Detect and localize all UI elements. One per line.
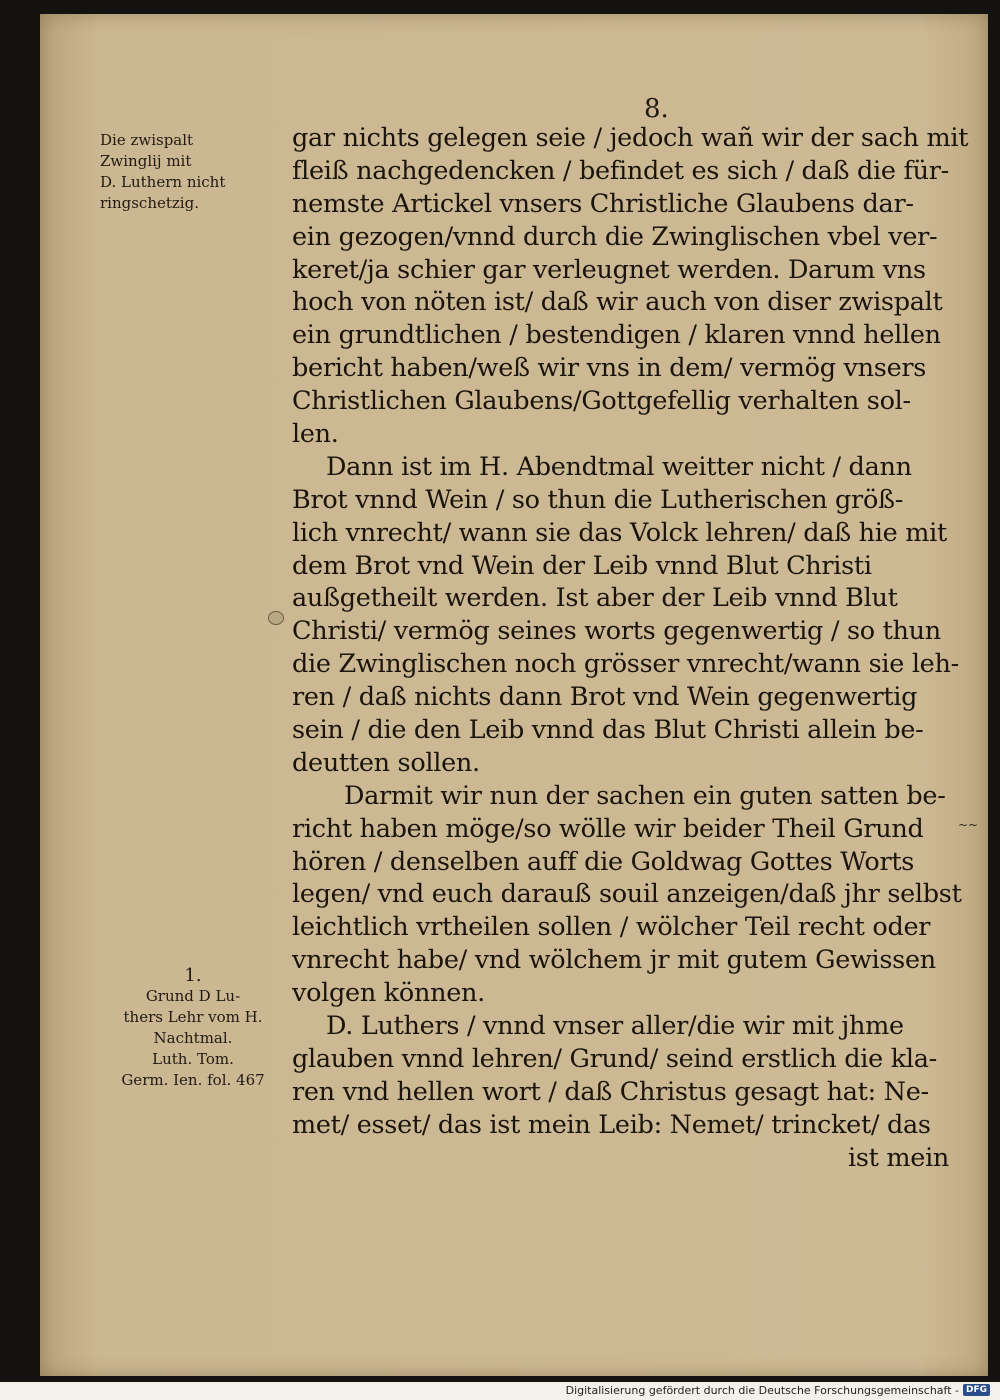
text-line: vnrecht habe/ vnd wölchem jr mit gutem Gewissen <box>292 945 936 976</box>
text-line: bericht haben/weß wir vns in dem/ vermög vnsers <box>292 353 927 384</box>
marginal-line: Die zwispalt <box>100 131 194 149</box>
footer <box>566 1382 990 1398</box>
text-line: ein gezogen/vnnd durch die Zwinglischen vbel ver- <box>292 221 938 252</box>
text-line: hoch von nöten ist/ daß wir auch von diser zwispalt <box>292 287 943 318</box>
edge-mark: ~~ <box>958 818 979 832</box>
text-line: legen/ vnd euch darauß souil anzeigen/daß jhr selbst <box>292 879 962 910</box>
text-line: Christi/ vermög seines worts gegenwertig / so thun <box>292 616 941 647</box>
text-line: keret/ja schier gar verleugnet werden. Darum vns <box>292 254 926 285</box>
page-number: 8. <box>644 94 669 124</box>
text-line: deutten sollen. <box>292 747 480 778</box>
ink-blot <box>268 611 284 625</box>
marginal-line: ringschetzig. <box>100 194 199 212</box>
text-line: Dann ist im H. Abendtmal weitter nicht / dann <box>326 451 912 482</box>
text-line: fleiß nachgedencken / befindet es sich / daß die für- <box>292 155 949 186</box>
text-line: hören / denselben auff die Goldwag Gottes Worts <box>292 846 915 877</box>
text-line: ren vnd hellen wort / daß Christus gesagt hat: Ne- <box>292 1076 929 1107</box>
marginal-line: Luth. Tom. <box>152 1050 234 1068</box>
marginal-line: Germ. Ien. fol. 467 <box>121 1071 265 1089</box>
text-line: Christlichen Glaubens/Gottgefellig verhalten sol- <box>292 386 911 417</box>
text-line: volgen können. <box>292 978 485 1009</box>
footer-text: Digitalisierung gefördert durch die Deutsche Forschungsgemeinschaft - <box>565 1383 959 1397</box>
marginal-line: Nachtmal. <box>153 1029 233 1047</box>
marginal-line: 1. <box>184 965 202 986</box>
text-line: ein grundtlichen / bestendigen / klaren vnnd hellen <box>292 320 941 351</box>
marginal-line: Zwinglij mit <box>100 152 192 170</box>
catchword: ist mein <box>848 1142 950 1173</box>
text-line: Brot vnnd Wein / so thun die Lutherischen größ- <box>292 484 904 515</box>
marginal-line: Grund D Lu- <box>145 987 241 1005</box>
text-line: dem Brot vnd Wein der Leib vnnd Blut Christi <box>292 550 872 581</box>
marginal-note-2 <box>98 965 288 1091</box>
text-line: leichtlich vrtheilen sollen / wölcher Teil recht oder <box>292 912 931 943</box>
marginal-line: D. Luthern nicht <box>100 173 226 191</box>
text-line: len. <box>292 419 339 450</box>
body-text <box>292 122 969 1175</box>
text-line: sein / die den Leib vnnd das Blut Christi allein be- <box>292 715 924 746</box>
marginal-line: thers Lehr vom H. <box>123 1008 263 1026</box>
dfg-logo-icon: DFG <box>963 1384 990 1396</box>
text-line: gar nichts gelegen seie / jedoch wañ wir der sach mit <box>292 123 969 153</box>
text-line: richt haben möge/so wölle wir beider Theil Grund <box>292 813 924 844</box>
text-line: lich vnrecht/ wann sie das Volck lehren/ daß hie mit <box>292 517 947 548</box>
text-line: außgetheilt werden. Ist aber der Leib vnnd Blut <box>292 583 898 614</box>
text-line: nemste Artickel vnsers Christliche Glaubens dar- <box>292 188 914 219</box>
text-line: glauben vnnd lehren/ Grund/ seind erstlich die kla- <box>292 1043 937 1074</box>
text-line: Darmit wir nun der sachen ein guten satten be- <box>344 780 946 811</box>
text-line: D. Luthers / vnnd vnser aller/die wir mit jhme <box>326 1011 904 1042</box>
text-line: die Zwinglischen noch grösser vnrecht/wann sie leh- <box>292 649 959 680</box>
marginal-note-1 <box>100 130 295 214</box>
text-line: met/ esset/ das ist mein Leib: Nemet/ trincket/ das <box>292 1109 931 1140</box>
text-line: ren / daß nichts dann Brot vnd Wein gegenwertig <box>292 682 918 713</box>
